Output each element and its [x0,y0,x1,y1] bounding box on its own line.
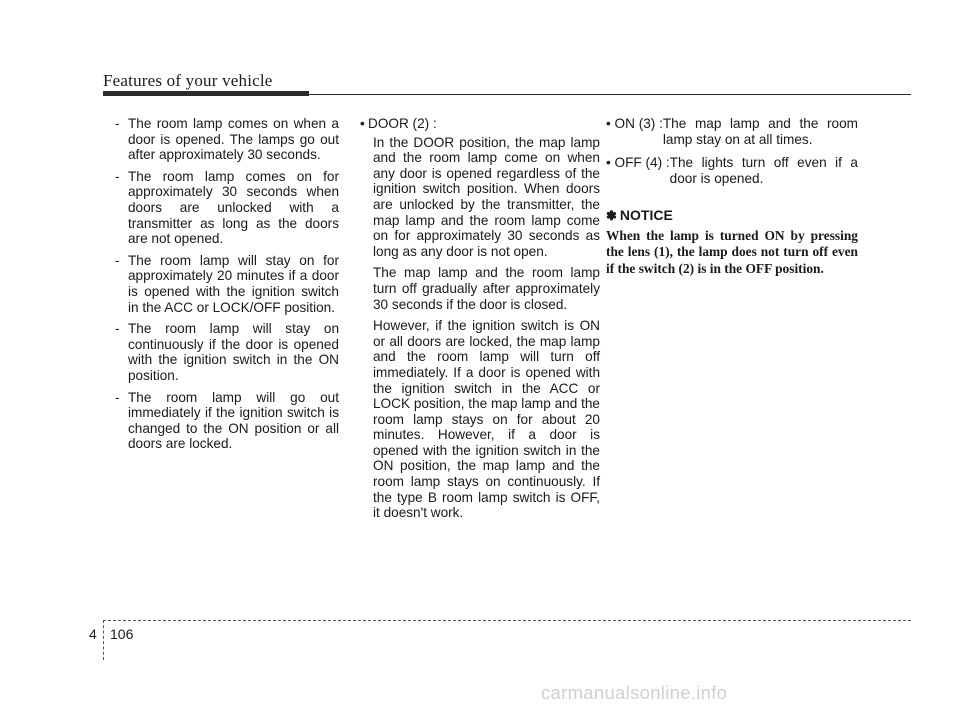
header-rule-thin [309,94,911,95]
column-left [115,116,339,458]
list-item-text: The room lamp comes on when a door is opened. The lamps go out after approximately 30 seconds. [128,116,339,163]
definition-desc: The map lamp and the room lamp stay on at all times. [662,116,858,147]
notice-icon: ✽ [606,208,617,224]
list-item: - The room lamp will go out immediately if the ignition switch is changed to the ON position or all doors are locked. [115,389,339,452]
list-item: - The room lamp comes on for approximately 30 seconds when doors are unlocked with a transmitter as long as the doors are not opened. [115,168,339,247]
header-rule-thick [103,91,309,96]
paragraph: The map lamp and the room lamp turn off gradually after approximately 30 seconds if the door is closed. [373,265,600,312]
bullet-icon: • [360,116,365,131]
definition-on [606,116,858,147]
page-number: 106 [110,626,134,642]
list-item: - The room lamp will stay on continuously if the door is opened with the ignition switch in the ON position. [115,321,339,383]
door-heading: • DOOR (2) : [360,116,437,131]
list-item: - The room lamp comes on when a door is opened. The lamps go out after approximately 30 seconds. [115,116,339,163]
column-right [606,116,858,277]
column-middle [360,116,600,527]
page-header-title: Features of your vehicle [103,71,273,90]
definition-term: • OFF (4) : [606,155,670,171]
paragraph: However, if the ignition switch is ON or all doors are locked, the map lamp and the room lamp will turn off immediately. If a door is opened with the ignition switch in the ACC or LOCK position, the map lamp and the room lamp stays on for about 20 minutes. However, if a door is opened with the ignition switch in the ON position, the map lamp and the room lamp stays on continuously. If the type B room lamp switch is OFF, it doesn't work. [373,318,600,521]
list-item: - The room lamp will stay on for approximately 20 minutes if a door is opened with the ignition switch in the ACC or LOCK/OFF position. [115,252,339,315]
list-item-text: The room lamp will stay on for approximately 20 minutes if a door is opened with the ignition switch in the ACC or LOCK/OFF position. [128,252,339,315]
list-item-text: The room lamp comes on for approximately 30 seconds when doors are unlocked with a transmitter as long as the doors are not opened. [128,168,339,247]
footer-divider [103,620,104,660]
watermark: carmanualsonline.info [541,682,728,703]
paragraph: In the DOOR position, the map lamp and the room lamp come on when any door is opened regardless of the ignition switch position. When doors are unlocked by the transmitter, the map lamp and the room lamp come on for approximately 30 seconds as long as any door is not open. [373,134,600,259]
footer-rule [103,620,911,621]
definition-desc: The lights turn off even if a door is opened. [669,155,858,186]
list-item-text: The room lamp will go out immediately if the ignition switch is changed to the ON position or all doors are locked. [128,389,339,452]
notice-body: When the lamp is turned ON by pressing the lens (1), the lamp does not turn off even if the switch (2) is in the OFF position. [606,227,858,276]
definition-off [606,155,858,186]
list-item-text: The room lamp will stay on continuously if the door is opened with the ignition switch in the ON position. [128,321,339,383]
definition-term: • ON (3) : [606,116,663,131]
notice-title: ✽ NOTICE [606,207,673,224]
chapter-number: 4 [89,626,97,642]
